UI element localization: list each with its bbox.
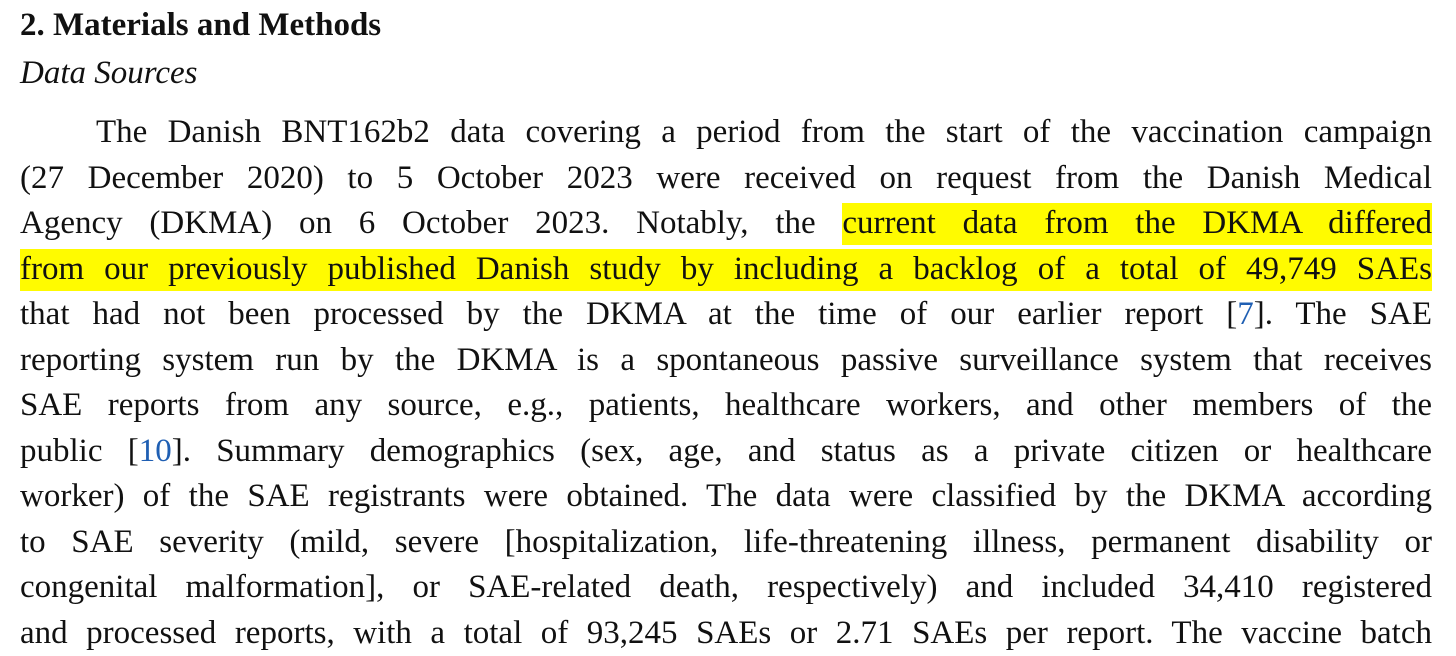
data-sources-paragraph (20, 110, 1432, 656)
citation-link-10[interactable]: 10 (139, 433, 172, 469)
paragraph-text: that had not been processed by the DKMA at the time of our earlier report [ (20, 296, 1237, 332)
paragraph-line-2: (27 December 2020) to 5 October 2023 were received on request from the Danish Medical (20, 156, 1432, 202)
paragraph-line-9: worker) of the SAE registrants were obtained. The data were classified by the DKMA according (20, 474, 1432, 520)
subsection-heading: Data Sources (20, 54, 198, 92)
paragraph-line-8 (20, 429, 1432, 475)
section-heading: 2. Materials and Methods (20, 6, 381, 44)
highlighted-text: current data from the DKMA differed (842, 203, 1432, 245)
paragraph-text: Agency (DKMA) on 6 October 2023. Notably, the (20, 205, 842, 241)
citation-link-7[interactable]: 7 (1237, 296, 1254, 332)
paragraph-line-1: The Danish BNT162b2 data covering a period from the start of the vaccination campaign (20, 110, 1432, 156)
paragraph-line-7: SAE reports from any source, e.g., patients, healthcare workers, and other members of the (20, 383, 1432, 429)
paragraph-line-6: reporting system run by the DKMA is a spontaneous passive surveillance system that receives (20, 338, 1432, 384)
paragraph-line-11: congenital malformation], or SAE-related death, respectively) and included 34,410 registered (20, 565, 1432, 611)
paragraph-line-4 (20, 247, 1432, 293)
paragraph-line-3 (20, 201, 1432, 247)
paragraph-line-10: to SAE severity (mild, severe [hospitalization, life-threatening illness, permanent disability or (20, 520, 1432, 566)
paragraph-line-12: and processed reports, with a total of 93,245 SAEs or 2.71 SAEs per report. The vaccine batch (20, 611, 1432, 656)
paragraph-text: ]. The SAE (1254, 296, 1432, 332)
highlighted-text: from our previously published Danish study by including a backlog of a total of 49,749 SAEs (20, 249, 1432, 291)
paragraph-text: public [ (20, 433, 139, 469)
paragraph-line-5 (20, 292, 1432, 338)
paragraph-text: ]. Summary demographics (sex, age, and status as a private citizen or healthcare (172, 433, 1432, 469)
